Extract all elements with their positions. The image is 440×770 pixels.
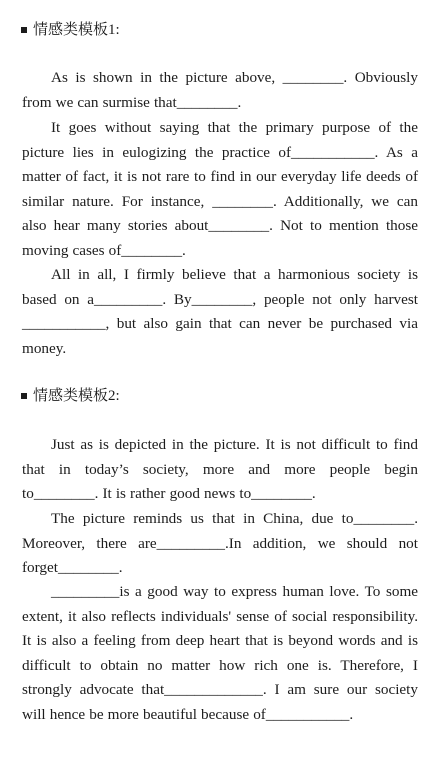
- square-bullet-icon: [21, 27, 27, 33]
- template1-heading-text: 情感类模板1:: [33, 22, 120, 38]
- template1-paragraph-2: It goes without saying that the primary purpose of the picture lies in eulogizing the practice of___________. As a matter of fact, it is not rare to find in our everyday life deeds of similar nature. For instance, ________. Additionally, we can also hear many stories about________. Not to mention those moving cases of________.: [22, 119, 418, 259]
- template2-paragraph-3: _________is a good way to express human love. To some extent, it also reflects individuals' sense of social responsibility. It is also a feeling from deep heart that is beyond words and is difficult to obtain no matter how rich one is. Therefore, I strongly advocate that_____________. I am sure our society will hence be more beautiful because of___________.: [22, 583, 418, 723]
- square-bullet-icon: [21, 393, 27, 399]
- template2-heading-text: 情感类模板2:: [33, 388, 120, 404]
- template2-paragraph-1: Just as is depicted in the picture. It is not difficult to find that in today’s society, more and more people begin to________. It is rather good news to________.: [22, 436, 418, 503]
- template2-paragraph-2: The picture reminds us that in China, due to________. Moreover, there are_________.In addition, we should not forget________.: [22, 510, 418, 577]
- template1-paragraph-1: As is shown in the picture above, ________. Obviously from we can surmise that________.: [22, 69, 418, 111]
- template1-heading: [21, 20, 120, 40]
- template1-paragraph-3: All in all, I firmly believe that a harmonious society is based on a_________. By________, people not only harvest ___________, but also gain that can never be purchased via money.: [22, 266, 418, 357]
- template2-heading: [21, 386, 120, 406]
